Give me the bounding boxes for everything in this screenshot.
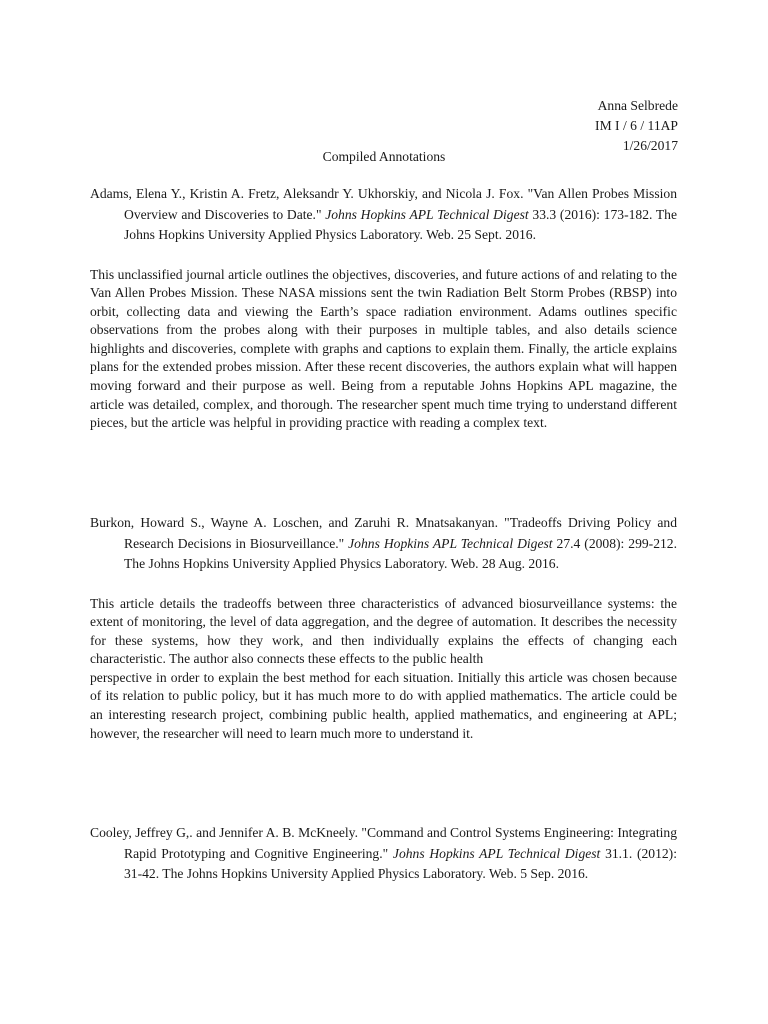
citation-authors-title: Burkon, Howard S., Wayne A. Loschen, and Zaruhi R. Mnatsakanyan. "Tradeoffs Driving Policy and Research Decisions in Biosurveillance." (90, 515, 677, 551)
document-title: Compiled Annotations (322, 149, 446, 164)
annotation-entry (90, 184, 677, 433)
annotation-text (90, 595, 677, 744)
journal-name: Johns Hopkins APL Technical Digest (392, 845, 601, 861)
citation-details: 31.1. (2012): 31-42. The Johns Hopkins University Applied Physics Laboratory. Web. 5 Sep. 2016. (124, 845, 677, 881)
journal-name: Johns Hopkins APL Technical Digest (325, 206, 529, 222)
annotation-entry (90, 513, 677, 743)
annotation-paragraph: perspective in order to explain the best method for each situation. Initially this article was chosen because of its relation to public policy, but it has much more to do with applied mathematics. The article could be an interesting research project, combining public health, applied mathematics, and engineering at APL; however, the researcher will need to learn much more to understand it. (90, 669, 677, 741)
author-name: Anna Selbrede (597, 98, 678, 113)
annotation-text (90, 266, 677, 433)
citation (90, 823, 677, 885)
annotation-paragraph: This article details the tradeoffs between three characteristics of advanced biosurveillance systems: the extent of monitoring, the level of data aggregation, and the degree of automation. It describes the necessity for these systems, how they work, and then individually explains the effects of changing each characteristic. The author also connects these effects to the public health (90, 595, 677, 667)
document-date: 1/26/2017 (622, 138, 678, 153)
course-info: IM I / 6 / 11AP (595, 118, 678, 133)
citation (90, 184, 677, 246)
annotation-paragraph: This unclassified journal article outlines the objectives, discoveries, and future actions of and relating to the Van Allen Probes Mission. These NASA missions sent the twin Radiation Belt Storm Probes (RBSP) into orbit, collecting data and viewing the Earth’s space radiation environment. Adams outlines specific observations from the probes along with their purposes in multiple tables, and also details science highlights and discoveries, complete with graphs and captions to explain them. Finally, the article explains plans for the extended probes mission. After these recent discoveries, the authors explain what will happen moving forward and their purpose as well. Being from a reputable Johns Hopkins APL magazine, the article was detailed, complex, and thorough. The researcher spent much time trying to understand different pieces, but the article was helpful in providing practice with reading a complex text. (90, 266, 677, 431)
citation-details: 27.4 (2008): 299-212. The Johns Hopkins University Applied Physics Laboratory. Web. 28 Aug. 2016. (124, 535, 678, 571)
citation-authors-title: Cooley, Jeffrey G,. and Jennifer A. B. McKneely. "Command and Control Systems Engineering: Integrating Rapid Prototyping and Cognitive Engineering." (90, 825, 677, 861)
citation-details: 33.3 (2016): 173-182. The Johns Hopkins University Applied Physics Laboratory. Web. 25 Sept. 2016. (124, 206, 678, 242)
annotation-entry (90, 823, 677, 885)
header-block (595, 96, 678, 156)
journal-name: Johns Hopkins APL Technical Digest (348, 535, 553, 551)
citation-authors-title: Adams, Elena Y., Kristin A. Fretz, Aleksandr Y. Ukhorskiy, and Nicola J. Fox. "Van Allen Probes Mission Overview and Discoveries to Date." (90, 186, 677, 222)
citation (90, 513, 677, 575)
